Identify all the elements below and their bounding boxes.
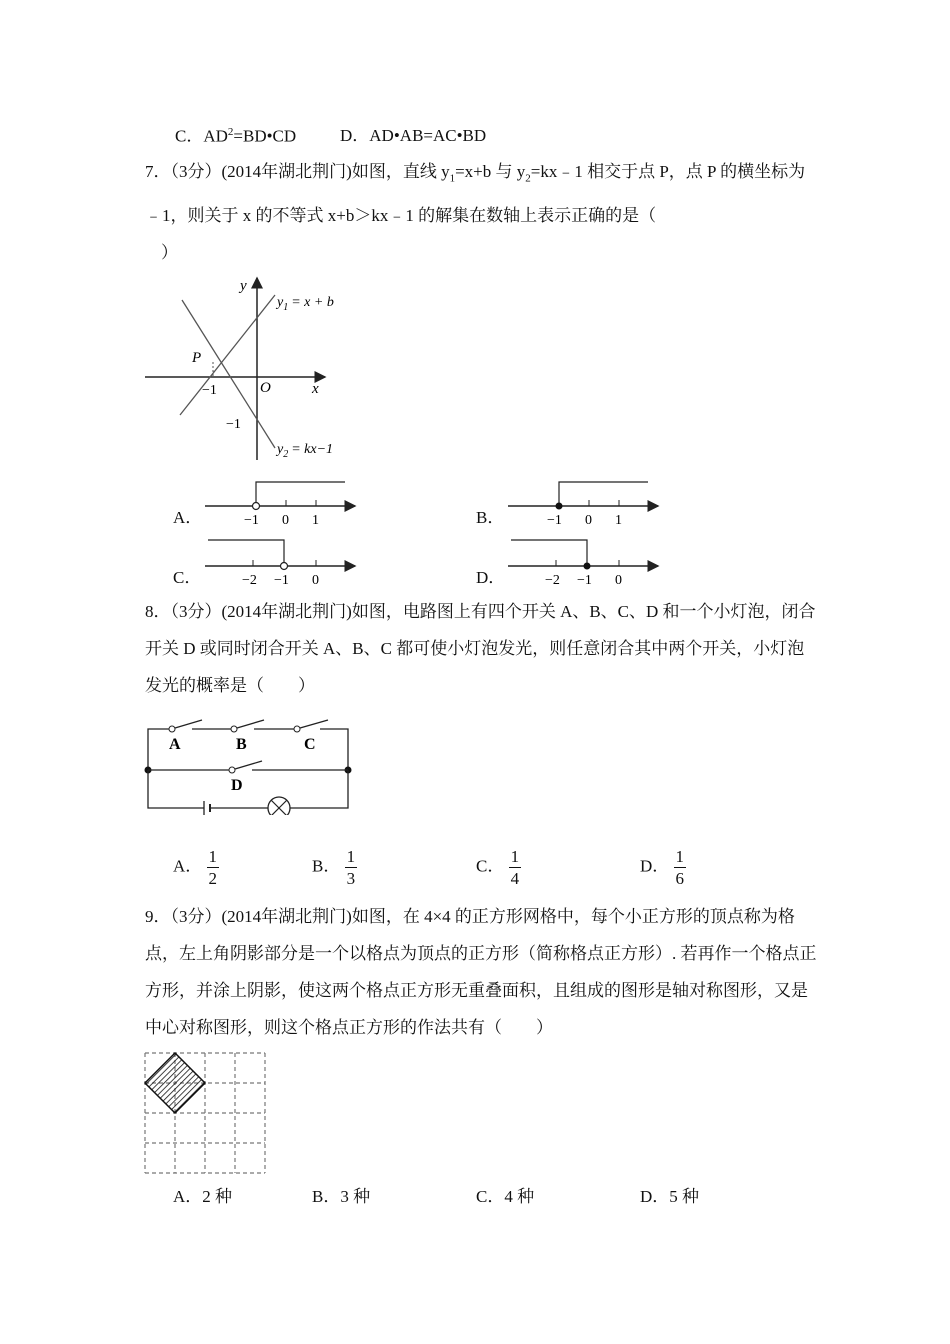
- q8-option-d: D． $\frac{1}{6}$: [640, 847, 685, 888]
- switch-d-blade: [235, 761, 262, 769]
- svg-text:0: 0: [615, 573, 622, 588]
- switch-b-label: B: [236, 736, 247, 753]
- q9-option-a: A．2 种: [173, 1187, 233, 1206]
- svg-text:0: 0: [585, 513, 592, 528]
- q9-option-d: D．5 种: [640, 1187, 700, 1206]
- q9-grid-diagram: [140, 1050, 270, 1178]
- tick-y-label: −1: [226, 417, 241, 432]
- q9-option-c: C．4 种: [476, 1187, 535, 1206]
- switch-c-label: C: [304, 736, 316, 753]
- closed-dot: [584, 563, 591, 570]
- q7-option-d-letter: D．: [476, 568, 506, 587]
- line1-label: $y_1 = x + b$: [277, 295, 334, 313]
- svg-text:1: 1: [615, 513, 622, 528]
- svg-text:−1: −1: [274, 573, 289, 588]
- q7-option-d-numberline: [503, 532, 673, 588]
- q7-option-a-numberline: [200, 472, 370, 528]
- svg-text:−2: −2: [545, 573, 560, 588]
- closed-dot: [556, 503, 563, 510]
- q7-stem: 7．（3分）(2014年湖北荆门)如图，直线 $y_1=x+b$ 与 $y_2=kx﹣1$ 相交于点 P，点 P 的横坐标为﹣1，则关于 x 的不等式 x+b＞kx﹣1 的解集在数轴上表示正确的是（ ）: [145, 162, 806, 263]
- q8-circuit-diagram: [140, 715, 360, 815]
- q7-option-c-letter: C．: [173, 568, 202, 587]
- q9-stem: 9．（3分）(2014年湖北荆门)如图，在 4×4 的正方形网格中，每个小正方形的顶点称为格点，左上角阴影部分是一个以格点为顶点的正方形（简称格点正方形）. 若再作一个格点正方形，并涂上阴影，使这两个格点正方形无重叠面积，且组成的图形是轴对称图形，又是中心对称图形，则这个格点正方形的作法共有（ ）: [145, 907, 817, 1037]
- q6-option-c: C．$AD^2=BD•CD$: [175, 126, 297, 146]
- tick-x-label: −1: [202, 383, 217, 398]
- open-dot: [281, 563, 288, 570]
- switch-a-label: A: [169, 736, 181, 753]
- shaded-lattice-square: [145, 1053, 205, 1113]
- q7-coordinate-graph: [140, 270, 380, 465]
- switch-a-blade: [175, 720, 202, 728]
- q8-option-a: A． $\frac{1}{2}$: [173, 847, 218, 888]
- q9-option-b: B．3 种: [312, 1187, 371, 1206]
- q8-option-c: C． $\frac{1}{4}$: [476, 847, 520, 888]
- q6-option-d: D．AD•AB=AC•BD: [340, 126, 487, 145]
- q7-option-c-numberline: [200, 532, 370, 588]
- bulb-icon: [268, 797, 290, 815]
- q7-option-b-numberline: [503, 472, 673, 528]
- svg-text:−1: −1: [547, 513, 562, 528]
- origin-label: O: [260, 380, 271, 396]
- svg-text:0: 0: [282, 513, 289, 528]
- svg-text:−1: −1: [577, 573, 592, 588]
- q7-option-b-letter: B．: [476, 508, 505, 527]
- q7-option-a-letter: A．: [173, 508, 203, 527]
- svg-text:1: 1: [312, 513, 319, 528]
- switch-b-blade: [237, 720, 264, 728]
- y-axis-label: y: [240, 278, 247, 294]
- svg-text:0: 0: [312, 573, 319, 588]
- switch-c-blade: [300, 720, 328, 728]
- svg-text:−2: −2: [242, 573, 257, 588]
- switch-d-label: D: [231, 777, 243, 794]
- x-axis-label: x: [312, 381, 319, 397]
- q8-stem: 8．（3分）(2014年湖北荆门)如图，电路图上有四个开关 A、B、C、D 和一个小灯泡，闭合开关 D 或同时闭合开关 A、B、C 都可使小灯泡发光，则任意闭合其中两个开关，小灯泡发光的概率是（ ）: [145, 602, 816, 695]
- open-dot: [253, 503, 260, 510]
- q8-option-b: B． $\frac{1}{3}$: [312, 847, 356, 888]
- point-p-label: P: [192, 350, 202, 366]
- svg-text:−1: −1: [244, 513, 259, 528]
- line2-label: $y_2 = kx-1$: [277, 442, 334, 460]
